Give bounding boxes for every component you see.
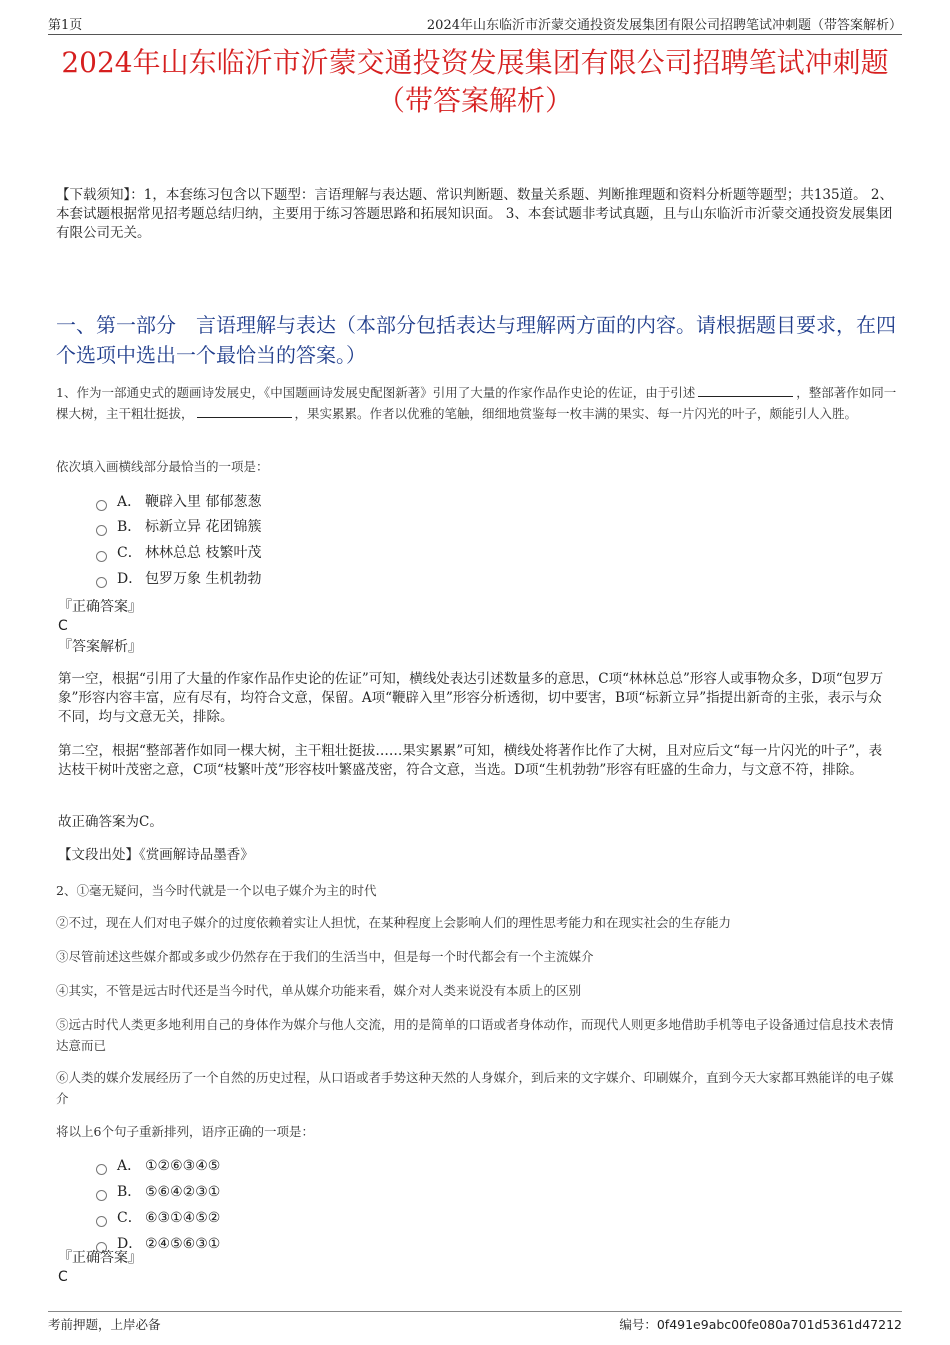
answer-blank-2 (197, 405, 292, 418)
q1-option-d[interactable]: D． 包罗万象 生机勃勃 (96, 569, 261, 589)
page-header (48, 14, 902, 35)
q1-option-c[interactable]: C． 林林总总 枝繁叶茂 (96, 543, 261, 563)
q1-analysis-1: 第一空，根据“引用了大量的作家作品作史论的佐证”可知，横线处表达引述数量多的意思，C项“林林总总”形容人或事物众多，D项“包罗万象”形容内容丰富，应有尽有，均符合文意，保留。A项“鞭辟入里”形容分析透彻，切中要害，B项“标新立异”指提出新奇的主张，表示与众不同，均与文意无关，排除。 (58, 671, 884, 725)
question-2-sentence-2: ②不过，现在人们对电子媒介的过度依赖着实让人担忧，在某种程度上会影响人们的理性思考能力和在现实社会的生存能力 (56, 915, 732, 930)
q2-option-d[interactable]: D． ②④⑤⑥③① (96, 1234, 220, 1254)
q2-option-a[interactable]: A． ①②⑥③④⑤ (96, 1156, 220, 1176)
radio-icon[interactable] (96, 577, 107, 588)
q2-option-b[interactable]: B． ⑤⑥④②③① (96, 1182, 220, 1202)
radio-icon[interactable] (96, 1190, 107, 1201)
footer-slogan: 考前押题，上岸必备 (48, 1317, 161, 1332)
radio-icon[interactable] (96, 1216, 107, 1227)
radio-icon[interactable] (96, 500, 107, 511)
question-2-prompt: 将以上6个句子重新排列，语序正确的一项是： (56, 1124, 314, 1139)
question-2-sentence-4: ④其实，不管是远古时代还是当今时代，单从媒介功能来看，媒介对人类来说没有本质上的区别 (56, 983, 582, 998)
question-1-prompt: 依次填入画横线部分最恰当的一项是： (56, 459, 269, 474)
document-title: 2024年山东临沂市沂蒙交通投资发展集团有限公司招聘笔试冲刺题（带答案解析） (61, 46, 889, 117)
question-2-sentence-1: 2、①毫无疑问，当今时代就是一个以电子媒介为主的时代 (56, 883, 377, 898)
q1-option-a[interactable]: A． 鞭辟入里 郁郁葱葱 (96, 492, 261, 512)
q2-option-c[interactable]: C． ⑥③①④⑤② (96, 1208, 220, 1228)
radio-icon[interactable] (96, 551, 107, 562)
q2-answer: C (58, 1269, 68, 1285)
radio-icon[interactable] (96, 525, 107, 536)
radio-icon[interactable] (96, 1164, 107, 1175)
q1-answer: C (58, 618, 68, 634)
header-doc-title: 2024年山东临沂市沂蒙交通投资发展集团有限公司招聘笔试冲刺题（带答案解析） (426, 18, 902, 33)
answer-blank-1 (698, 384, 793, 397)
q1-analysis-label: 『答案解析』 (58, 639, 142, 655)
page-footer (48, 1311, 902, 1335)
q1-source: 【文段出处】《赏画解诗品墨香》 (58, 847, 254, 863)
q2-answer-label: 『正确答案』 (58, 1250, 142, 1266)
question-1-stem: 1、作为一部通史式的题画诗发展史，《中国题画诗发展史配图新著》引用了大量的作家作品作史论的佐证，由于引述 ，整部著作如同一棵大树，主干粗壮挺拔， ，果实累累。作者以优雅的笔触，细细地赏鉴每一枚丰满的果实、每一片闪光的叶子，颇能引人入胜。 (56, 385, 897, 421)
download-notice: 【下载须知】：1，本套练习包含以下题型：言语理解与表达题、常识判断题、数量关系题、判断推理题和资料分析题等题型；共135道。 2、本套试题根据常见招考题总结归纳，主要用于练习答题思路和拓展知识面。 3、本套试题非考试真题，且与山东临沂市沂蒙交通投资发展集团有限公司无关。 (56, 187, 893, 241)
q1-answer-label: 『正确答案』 (58, 599, 142, 615)
question-2-sentence-6: ⑥人类的媒介发展经历了一个自然的历史过程，从口语或者手势这种天然的人身媒介，到后来的文字媒介、印刷媒介，直到今天大家都耳熟能详的电子媒介 (56, 1070, 894, 1106)
question-2-sentence-3: ③尽管前述这些媒介都或多或少仍然存在于我们的生活当中，但是每一个时代都会有一个主流媒介 (56, 949, 594, 964)
q1-option-b[interactable]: B． 标新立异 花团锦簇 (96, 517, 261, 537)
page-number: 第1页 (48, 18, 83, 33)
q1-conclusion: 故正确答案为C。 (58, 814, 163, 830)
footer-code: 编号：0f491e9abc00fe080a701d5361d47212 (619, 1317, 902, 1332)
q1-analysis-2: 第二空，根据“整部著作如同一棵大树，主干粗壮挺拔……果实累累”可知，横线处将著作比作了大树，且对应后文“每一片闪光的叶子”，表达枝干树叶茂密之意，C项“枝繁叶茂”形容枝叶繁盛茂密，符合文意，当选。D项“生机勃勃”形容有旺盛的生命力，与文意不符，排除。 (58, 743, 883, 778)
section-title: 一、第一部分 言语理解与表达（本部分包括表达与理解两方面的内容。请根据题目要求，在四个选项中选出一个最恰当的答案。） (56, 313, 896, 367)
question-2-sentence-5: ⑤远古时代人类更多地利用自己的身体作为媒介与他人交流，用的是简单的口语或者身体动作，而现代人则更多地借助手机等电子设备通过信息技术表情达意而已 (56, 1017, 894, 1053)
